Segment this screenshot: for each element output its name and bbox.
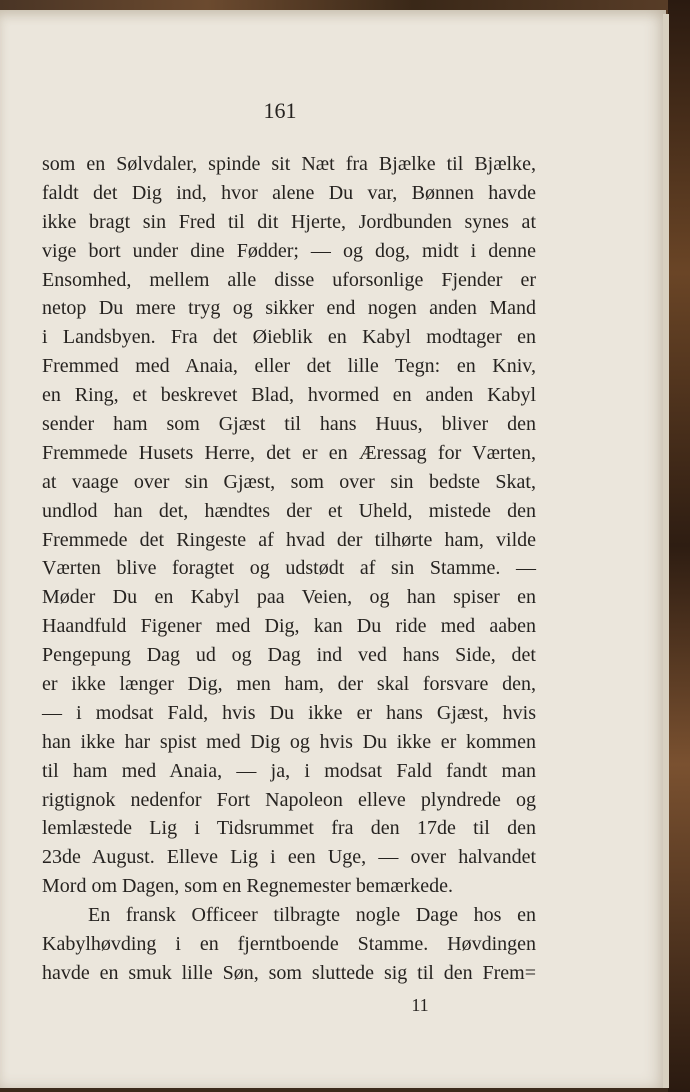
text-line: Fremmede det Ringeste af hvad der tilhørte ham, vilde [42,528,536,551]
text-line: Møder Du en Kabyl paa Veien, og han spiser en [42,586,536,609]
text-line: ikke bragt sin Fred til dit Hjerte, Jordbunden synes at [42,210,536,233]
page-number: 161 [263,98,297,123]
text-line: Værten blive foragtet og udstødt af sin Stamme. — [42,557,536,580]
text-line: Fremmede Husets Herre, det er en Æressag for Værten, [42,441,536,464]
page-edge [663,14,669,1088]
text-line: Haandfuld Figener med Dig, kan Du ride med aaben [42,615,536,638]
text-line: Mord om Dagen, som en Regnemester bemærkede. [42,875,454,898]
text-line: en Ring, et beskrevet Blad, hvormed en anden Kabyl [42,384,536,407]
text-line: havde en smuk lille Søn, som sluttede sig til den Frem= [42,961,536,984]
text-line: er ikke længer Dig, men ham, der skal forsvare den, [42,673,536,696]
text-line: i Landsbyen. Fra det Øieblik en Kabyl modtager en [42,326,536,349]
text-line: lemlæstede Lig i Tidsrummet fra den 17de til den [42,817,536,840]
book-page [0,10,666,1088]
text-line: sender ham som Gjæst til hans Huus, bliver den [42,413,536,436]
text-line: vige bort under dine Fødder; — og dog, midt i denne [42,239,536,262]
text-line: undlod han det, hændtes der et Uheld, mistede den [42,499,536,522]
signature-mark: 11 [411,995,429,1015]
text-line: netop Du mere tryg og sikker end nogen anden Mand [42,297,536,320]
text-line: at vaage over sin Gjæst, som over sin bedste Skat, [42,470,536,493]
paragraph-first-line: En fransk Officeer tilbragte nogle Dage hos en [88,904,536,927]
text-line: Kabylhøvding i en fjerntboende Stamme. Høvdingen [42,933,536,956]
text-line: han ikke har spist med Dig og hvis Du ikke er kommen [42,730,536,753]
text-line: Pengepung Dag ud og Dag ind ved hans Side, det [42,644,536,667]
text-line: 23de August. Elleve Lig i een Uge, — over halvandet [42,846,536,869]
text-line: rigtignok nedenfor Fort Napoleon elleve plyndrede og [42,788,536,811]
text-line: som en Sølvdaler, spinde sit Næt fra Bjælke til Bjælke, [42,153,536,175]
text-line: Fremmed med Anaia, eller det lille Tegn: en Kniv, [42,355,536,378]
text-line: Ensomhed, mellem alle disse uforsonlige Fjender er [42,268,536,291]
book-cover-edge-right [668,0,690,1092]
text-line: — i modsat Fald, hvis Du ikke er hans Gjæst, hvis [42,701,536,724]
text-line: faldt det Dig ind, hvor alene Du var, Bønnen havde [42,181,536,204]
body-text [42,150,536,988]
text-line: til ham med Anaia, — ja, i modsat Fald fandt man [42,759,536,782]
